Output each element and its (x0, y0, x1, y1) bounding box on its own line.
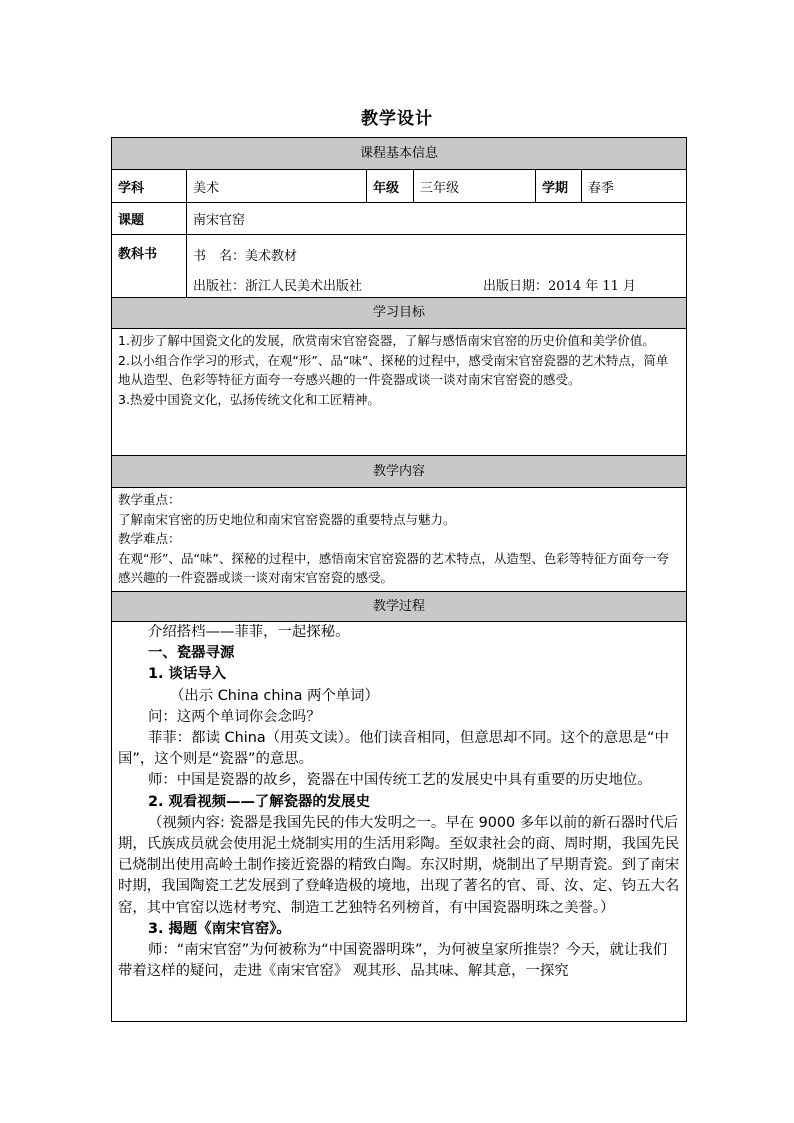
publisher: 出版社：浙江人民美术出版社 (193, 279, 363, 294)
objectives-list (112, 329, 686, 456)
process-step-heading: 2. 观看视频——了解瓷器的发展史 (148, 793, 370, 810)
document-title: 教学设计 (361, 109, 433, 129)
section-header-basic-info: 课程基本信息 (112, 138, 686, 170)
subject-row (112, 170, 686, 203)
difficulty-text: 在观“形”、品“味”、探秘的过程中，感悟南宋官窑瓷器的艺术特点，从造型、色彩等特征方面夸一夸感兴趣的一件瓷器或谈一谈对南宋官窑瓷的感受。 (118, 550, 669, 585)
textbook-label: 教科书 (112, 235, 187, 297)
book-name: 书 名：美术教材 (193, 249, 298, 264)
objective-item: 2.以小组合作学习的形式，在观“形”、品“味”、探秘的过程中，感受南宋官窑瓷器的艺术特点，简单地从造型、色彩等特征方面夸一夸感兴趣的一件瓷器或谈一谈对南宋官窑瓷的感受。 (118, 352, 669, 387)
section-header-objectives: 学习目标 (112, 298, 686, 329)
process-body (112, 622, 686, 1021)
grade-label: 年级 (367, 170, 414, 202)
key-point-label: 教学重点： (118, 492, 181, 507)
section-header-content: 教学内容 (112, 456, 686, 488)
term-label: 学期 (536, 170, 582, 202)
grade-value: 三年级 (414, 170, 536, 202)
term-value: 春季 (588, 180, 615, 196)
subject-value: 美术 (187, 170, 367, 202)
objective-item: 3.热爱中国瓷文化，弘扬传统文化和工匠精神。 (118, 391, 380, 407)
topic-row (112, 203, 686, 235)
key-point-text: 了解南宋官密的历史地位和南宋官窑瓷器的重要特点与魅力。 (118, 511, 456, 527)
process-step-heading: 3. 揭题《南宋官窑》。 (148, 920, 291, 937)
lesson-plan-table (111, 137, 687, 1022)
process-dialogue: 菲菲：都读 China（用英文读）。他们读音相同，但意思却不同。这个的意思是“中国”，这个则是“瓷器”的意思。 (118, 730, 669, 768)
process-intro: 介绍搭档——菲菲，一起探秘。 (148, 624, 350, 640)
objective-item: 1.初步了解中国瓷文化的发展，欣赏南宋官窑瓷器，了解与感悟南宋官窑的历史价值和美学价值。 (118, 333, 655, 348)
difficulty-label: 教学难点： (118, 531, 181, 546)
subject-label: 学科 (112, 170, 187, 202)
process-step-heading: 1. 谈话导入 (148, 666, 227, 683)
process-video-content: （视频内容: 瓷器是我国先民的伟大发明之一。早在 9000 多年以前的新石器时代后期，氏族成员就会使用泥土烧制实用的生活用彩陶。至奴隶社会的商、周时期，我国先民已烧制出使用高岭土制作接近瓷器的精致白陶。东汉时期，烧制出了早期青瓷。到了南宋时期，我国陶瓷工艺发展到了登峰造极的境地，出现了著名的官、哥、汝、定、钧五大名窑，其中官窑以选材考究、制造工艺独特名列榜首，有中国瓷器明珠之美誉。） (118, 814, 680, 916)
topic-value: 南宋官窑 (193, 213, 246, 228)
textbook-row (112, 235, 686, 298)
process-step-note: （出示 China china 两个单词） (170, 687, 379, 704)
process-dialogue: 师：中国是瓷器的故乡，瓷器在中国传统工艺的发展史中具有重要的历史地位。 (148, 772, 652, 789)
textbook-info (187, 235, 688, 297)
process-question: 问：这两个单词你会念吗？ (148, 708, 321, 725)
process-section-heading: 一、瓷器寻源 (148, 645, 235, 662)
process-dialogue: 师：“南宋官窑”为何被称为“中国瓷器明珠”，为何被皇家所推崇？今天，就让我们带着这样的疑问，走进《南宋官窑》 观其形、品其味、解其意，一探究 (118, 942, 668, 980)
content-block (112, 488, 686, 592)
section-header-process: 教学过程 (112, 592, 686, 622)
topic-label: 课题 (112, 203, 187, 234)
publish-date: 出版日期：2014 年 11 月 (483, 279, 637, 294)
